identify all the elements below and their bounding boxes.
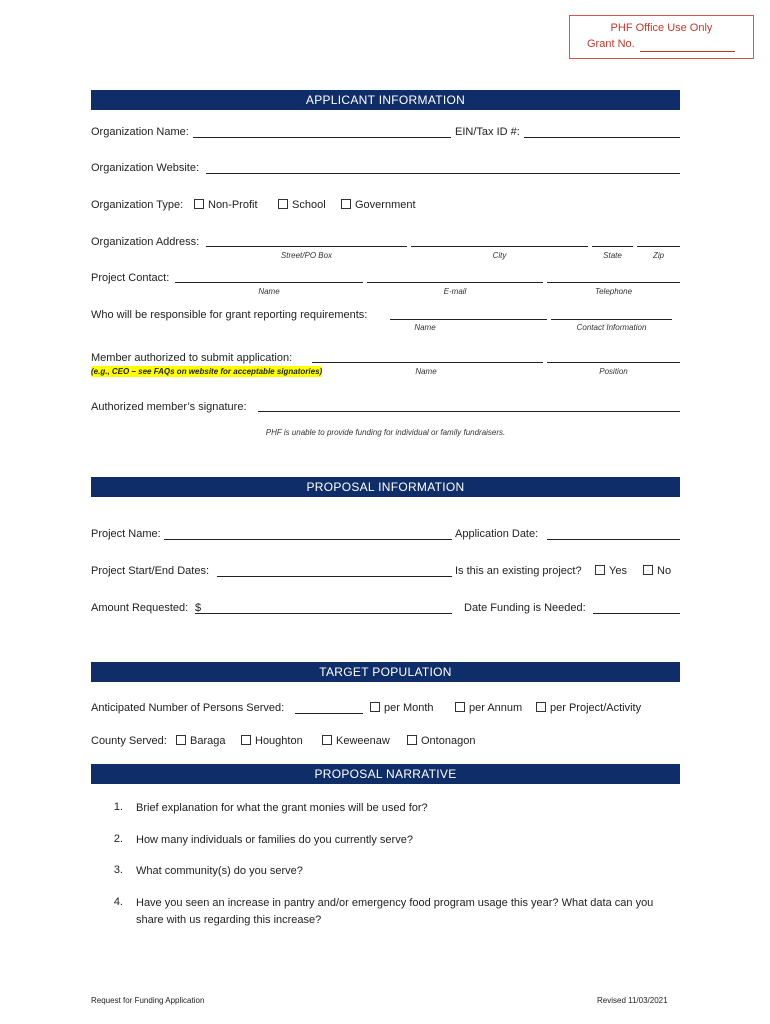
- checkbox-icon[interactable]: [176, 735, 186, 745]
- website-field[interactable]: [206, 173, 680, 174]
- checkbox-icon[interactable]: [595, 565, 605, 575]
- contact-phone-field[interactable]: [547, 282, 680, 283]
- narrative-number: 1.: [113, 801, 123, 813]
- checkbox-icon[interactable]: [536, 702, 546, 712]
- funding-notice: PHF is unable to provide funding for individual or family fundraisers.: [265, 428, 506, 437]
- signature-field[interactable]: [258, 411, 680, 412]
- narrative-question: What community(s) do you serve?: [136, 865, 303, 877]
- office-use-label: PHF Office Use Only: [610, 22, 713, 34]
- existing-yes[interactable]: Yes: [595, 564, 627, 578]
- dates-field[interactable]: [217, 576, 452, 577]
- checkbox-icon[interactable]: [322, 735, 332, 745]
- narrative-number: 3.: [113, 864, 123, 876]
- persons-label: Anticipated Number of Persons Served:: [91, 702, 285, 714]
- website-label: Organization Website:: [91, 162, 200, 174]
- project-name-label: Project Name:: [91, 528, 161, 540]
- contact-phone-sublabel: Telephone: [594, 287, 633, 296]
- member-position-field[interactable]: [547, 362, 680, 363]
- funding-needed-field[interactable]: [593, 613, 680, 614]
- zip-sublabel: Zip: [652, 251, 665, 260]
- member-name-sublabel: Name: [415, 367, 437, 376]
- checkbox-icon[interactable]: [455, 702, 465, 712]
- county-baraga[interactable]: Baraga: [176, 734, 225, 748]
- member-name-field[interactable]: [312, 362, 543, 363]
- org-type-label: Organization Type:: [91, 199, 184, 211]
- contact-email-sublabel: E-mail: [443, 287, 467, 296]
- project-name-field[interactable]: [164, 539, 452, 540]
- amount-label: Amount Requested:: [91, 602, 189, 614]
- grant-no-label: Grant No.: [587, 38, 635, 50]
- narrative-question: Have you seen an increase in pantry and/or emergency food program usage this year? What data can you: [136, 897, 654, 909]
- county-ontonagon[interactable]: Ontonagon: [407, 734, 475, 748]
- target-section-header: TARGET POPULATION: [91, 662, 680, 682]
- narrative-section-header: PROPOSAL NARRATIVE: [91, 764, 680, 784]
- contact-email-field[interactable]: [367, 282, 543, 283]
- state-sublabel: State: [603, 251, 622, 260]
- street-field[interactable]: [206, 246, 407, 247]
- narrative-number: 2.: [113, 833, 123, 845]
- address-label: Organization Address:: [91, 236, 200, 248]
- footer-title: Request for Funding Application: [91, 996, 205, 1005]
- funding-needed-label: Date Funding is Needed:: [464, 602, 586, 614]
- existing-no[interactable]: No: [643, 564, 671, 578]
- per-annum-option[interactable]: per Annum: [455, 701, 522, 715]
- state-field[interactable]: [592, 246, 633, 247]
- ein-label: EIN/Tax ID #:: [455, 126, 520, 138]
- contact-name-field[interactable]: [175, 282, 363, 283]
- narrative-question: Brief explanation for what the grant monies will be used for?: [136, 802, 428, 814]
- reporting-contact-sublabel: Contact Information: [576, 323, 647, 332]
- reporting-label: Who will be responsible for grant reporting requirements:: [91, 309, 368, 321]
- grant-no-field[interactable]: [640, 51, 735, 52]
- narrative-question-continued: share with us regarding this increase?: [136, 914, 322, 926]
- county-keweenaw[interactable]: Keweenaw: [322, 734, 390, 748]
- county-houghton[interactable]: Houghton: [241, 734, 303, 748]
- org-type-school[interactable]: School: [278, 198, 326, 212]
- footer-revised: Revised 11/03/2021: [597, 996, 668, 1005]
- reporting-contact-field[interactable]: [551, 319, 672, 320]
- signature-label: Authorized member’s signature:: [91, 401, 247, 413]
- office-use-box: [569, 15, 754, 59]
- reporting-name-field[interactable]: [390, 319, 547, 320]
- dollar-sign: $: [195, 602, 202, 614]
- city-sublabel: City: [492, 251, 507, 260]
- org-name-label: Organization Name:: [91, 126, 189, 138]
- org-name-field[interactable]: [193, 137, 451, 138]
- ein-field[interactable]: [524, 137, 680, 138]
- contact-name-sublabel: Name: [258, 287, 280, 296]
- member-position-sublabel: Position: [599, 367, 628, 376]
- app-date-label: Application Date:: [455, 528, 539, 540]
- org-type-nonprofit[interactable]: Non-Profit: [194, 198, 258, 212]
- contact-label: Project Contact:: [91, 272, 170, 284]
- checkbox-icon[interactable]: [341, 199, 351, 209]
- checkbox-icon[interactable]: [241, 735, 251, 745]
- existing-label: Is this an existing project?: [455, 565, 582, 577]
- dates-label: Project Start/End Dates:: [91, 565, 209, 577]
- per-month-option[interactable]: per Month: [370, 701, 434, 715]
- checkbox-icon[interactable]: [407, 735, 417, 745]
- checkbox-icon[interactable]: [278, 199, 288, 209]
- narrative-number: 4.: [113, 896, 123, 908]
- checkbox-icon[interactable]: [643, 565, 653, 575]
- persons-field[interactable]: [295, 713, 363, 714]
- applicant-section-header: APPLICANT INFORMATION: [91, 90, 680, 110]
- zip-field[interactable]: [637, 246, 680, 247]
- county-label: County Served:: [91, 735, 167, 747]
- per-project-option[interactable]: per Project/Activity: [536, 701, 641, 715]
- org-type-government[interactable]: Government: [341, 198, 416, 212]
- member-label: Member authorized to submit application:: [91, 352, 293, 364]
- checkbox-icon[interactable]: [194, 199, 204, 209]
- reporting-name-sublabel: Name: [414, 323, 436, 332]
- app-date-field[interactable]: [547, 539, 680, 540]
- city-field[interactable]: [411, 246, 588, 247]
- amount-field[interactable]: [195, 613, 452, 614]
- proposal-section-header: PROPOSAL INFORMATION: [91, 477, 680, 497]
- street-sublabel: Street/PO Box: [280, 251, 333, 260]
- checkbox-icon[interactable]: [370, 702, 380, 712]
- member-note: (e.g., CEO – see FAQs on website for acceptable signatories): [91, 367, 323, 376]
- narrative-question: How many individuals or families do you currently serve?: [136, 834, 413, 846]
